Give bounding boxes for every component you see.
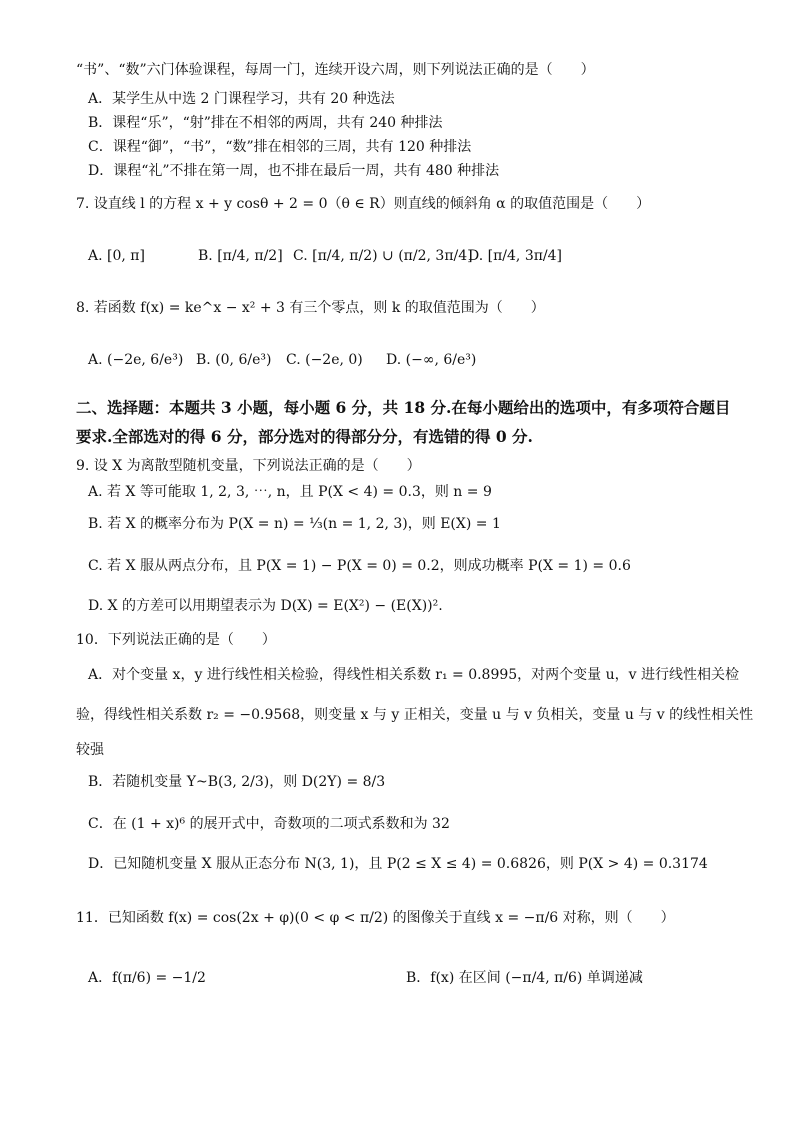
q9-option-d: D. X 的方差可以用期望表示为 D(X) = E(X²) − (E(X))². (88, 598, 443, 614)
q10-option-a-line2: 验，得线性相关系数 r₂ = −0.9568，则变量 x 与 y 正相关，变量 u 与 v 负相关，变量 u 与 v 的线性相关性 (76, 707, 754, 723)
q6-option-b: B．课程“乐”，“射”排在不相邻的两周，共有 240 种排法 (88, 115, 443, 131)
q7-option-a: A. [0, π] (88, 248, 145, 264)
q8-option-a: A. (−2e, 6/e³) (88, 352, 184, 368)
q10-option-d: D．已知随机变量 X 服从正态分布 N(3, 1)，且 P(2 ≤ X ≤ 4) = 0.6826，则 P(X > 4) = 0.3174 (88, 856, 708, 872)
q9-stem: 9. 设 X 为离散型随机变量，下列说法正确的是（ ） (76, 458, 421, 474)
q9-option-b: B. 若 X 的概率分布为 P(X = n) = ⅓(n = 1, 2, 3)，则 E(X) = 1 (88, 516, 501, 532)
q6-stem-tail: “书”、“数”六门体验课程，每周一门，连续开设六周，则下列说法正确的是（ ） (76, 62, 595, 78)
q10-option-b: B．若随机变量 Y~B(3, 2/3)，则 D(2Y) = 8/3 (88, 774, 386, 790)
q6-option-c: C．课程“御”，“书”，“数”排在相邻的三周，共有 120 种排法 (88, 139, 472, 155)
q11-stem: 11．已知函数 f(x) = cos(2x + φ)(0 < φ < π/2) 的图像关于直线 x = −π/6 对称，则（ ） (76, 910, 675, 926)
q10-option-a-line3: 较强 (76, 742, 104, 758)
q9-option-a: A. 若 X 等可能取 1, 2, 3, ⋯, n，且 P(X < 4) = 0.3，则 n = 9 (88, 484, 492, 500)
q10-option-c: C．在 (1 + x)⁶ 的展开式中，奇数项的二项式系数和为 32 (88, 816, 450, 832)
q11-option-b: B．f(x) 在区间 (−π/4, π/6) 单调递减 (406, 970, 643, 986)
q7-stem: 7. 设直线 l 的方程 x + y cosθ + 2 = 0（θ ∈ R）则直线的倾斜角 α 的取值范围是（ ） (76, 196, 651, 212)
q8-option-d: D. (−∞, 6/e³) (386, 352, 477, 368)
q6-option-a: A．某学生从中选 2 门课程学习，共有 20 种选法 (88, 91, 395, 107)
section2-heading-line2: 要求.全部选对的得 6 分，部分选对的得部分分，有选错的得 0 分. (76, 427, 533, 446)
q8-option-c: C. (−2e, 0) (286, 352, 363, 368)
q11-option-a: A．f(π/6) = −1/2 (88, 970, 206, 986)
q8-option-b: B. (0, 6/e³) (196, 352, 272, 368)
q6-option-d: D．课程“礼”不排在第一周，也不排在最后一周，共有 480 种排法 (88, 163, 500, 179)
q7-option-b: B. [π/4, π/2] (198, 248, 283, 264)
q9-option-c: C. 若 X 服从两点分布，且 P(X = 1) − P(X = 0) = 0.2，则成功概率 P(X = 1) = 0.6 (88, 558, 631, 574)
q7-option-c: C. [π/4, π/2) ∪ (π/2, 3π/4] (293, 248, 473, 264)
q10-stem: 10．下列说法正确的是（ ） (76, 632, 276, 648)
q8-stem: 8. 若函数 f(x) = ke^x − x² + 3 有三个零点，则 k 的取值范围为（ ） (76, 300, 545, 316)
section2-heading-line1: 二、选择题：本题共 3 小题，每小题 6 分，共 18 分.在每小题给出的选项中，有多项符合题目 (76, 398, 731, 417)
q10-option-a-line1: A．对个变量 x，y 进行线性相关检验，得线性相关系数 r₁ = 0.8995，对两个变量 u，v 进行线性相关检 (88, 667, 740, 683)
q7-option-d: D. [π/4, 3π/4] (468, 248, 563, 264)
